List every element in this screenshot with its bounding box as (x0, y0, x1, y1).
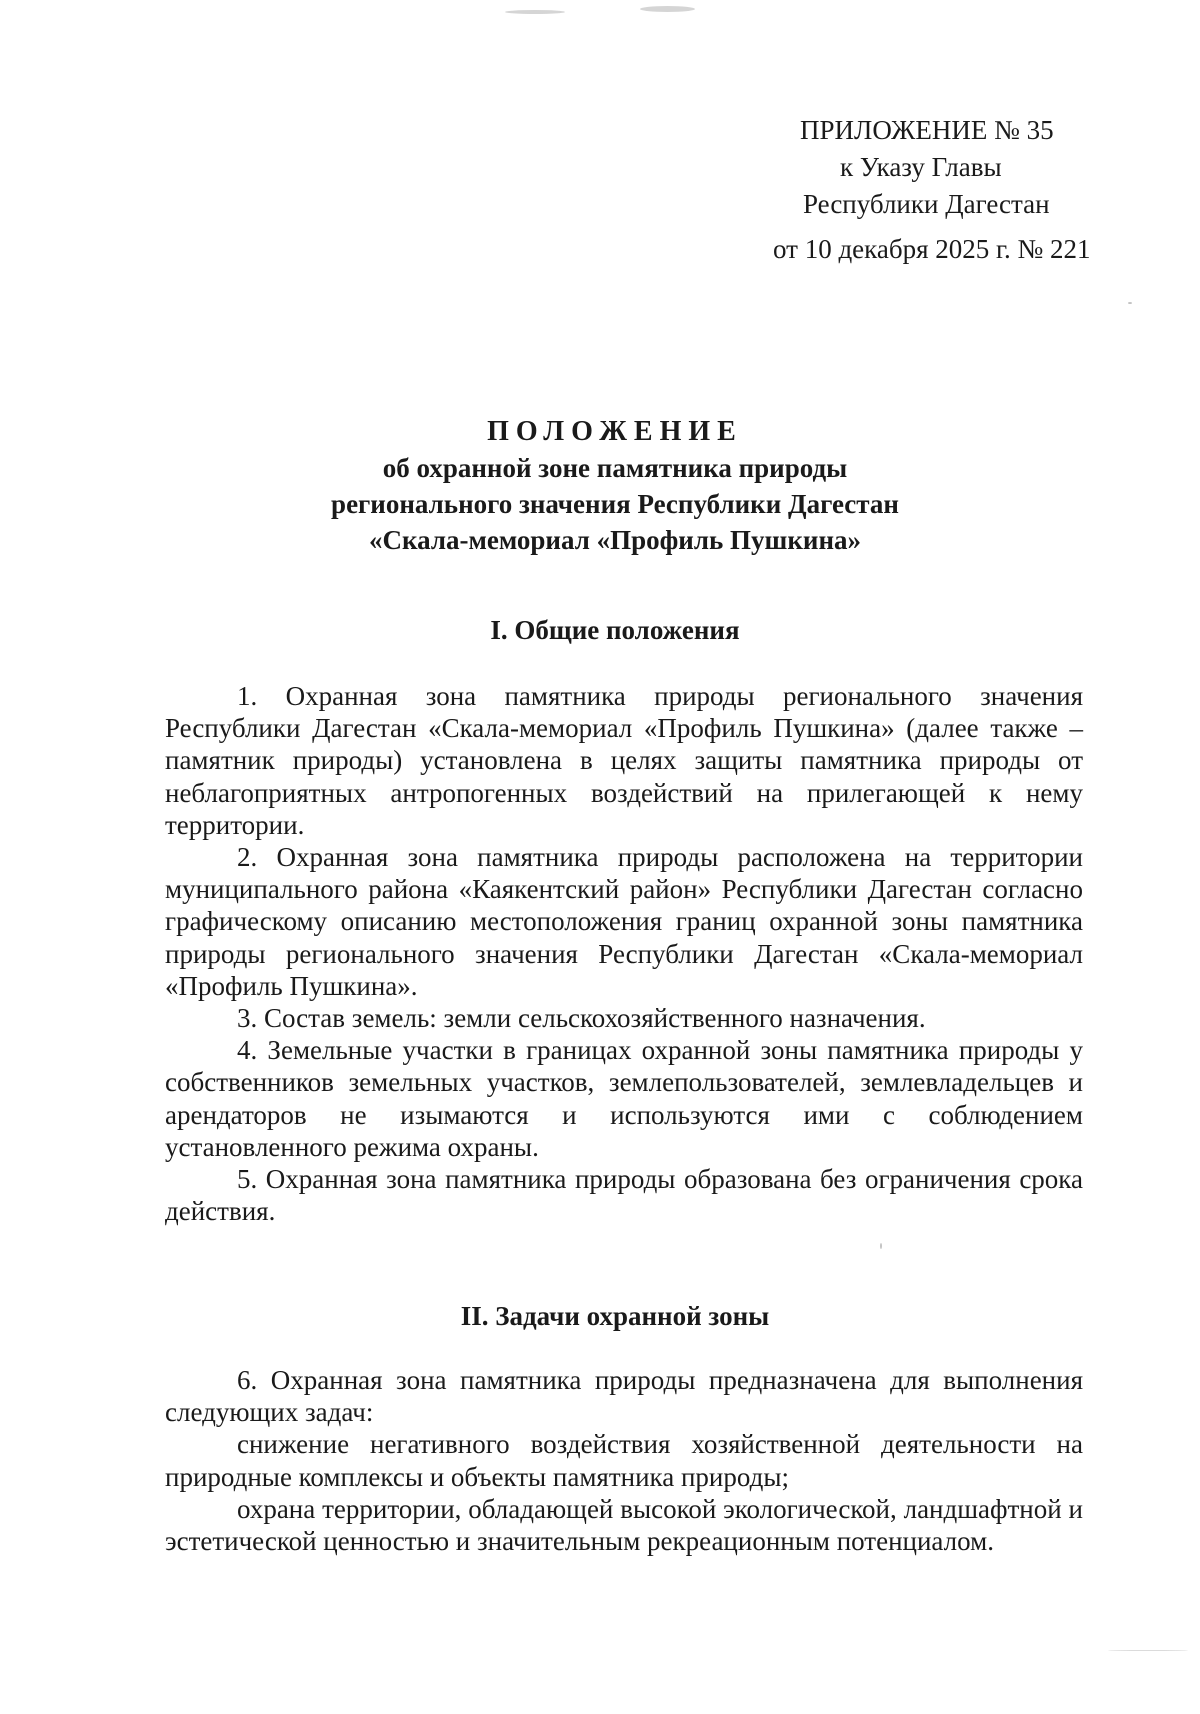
document-subtitle-line-1: об охранной зоне памятника природы (382, 453, 848, 483)
scan-speck (505, 10, 565, 14)
appendix-header (700, 112, 1120, 268)
appendix-date: от 10 декабря 2025 г. № 221 (773, 234, 1091, 264)
document-subtitle-line-3: «Скала-мемориал «Профиль Пушкина» (368, 525, 862, 555)
scan-speck (1128, 302, 1132, 304)
appendix-decree-ref: к Указу Главы (840, 152, 1002, 182)
document-title: ПОЛОЖЕНИЕ (487, 416, 743, 447)
paragraph: охрана территории, обладающей высокой экологической, ландшафтной и эстетической ценностью и значительным рекреационным потенциалом. (165, 1493, 1083, 1557)
scan-speck (1108, 1650, 1188, 1651)
paragraph: 4. Земельные участки в границах охранной зоны памятника природы у собственников земельных участков, землепользователей, землевладельцев и арендаторов не изымаются и используются ими с соблюдением установленного режима охраны. (165, 1035, 1083, 1162)
paragraph: снижение негативного воздействия хозяйственной деятельности на природные комплексы и объекты памятника природы; (165, 1429, 1083, 1492)
section-heading-tasks: II. Задачи охранной зоны (460, 1301, 770, 1331)
appendix-number: ПРИЛОЖЕНИЕ № 35 (800, 115, 1054, 145)
paragraph: 6. Охранная зона памятника природы предназначена для выполнения следующих задач: (165, 1365, 1083, 1428)
paragraph: 3. Состав земель: земли сельскохозяйственного назначения. (237, 1003, 926, 1034)
section-body-general (165, 680, 1083, 1227)
paragraph: 5. Охранная зона памятника природы образована без ограничения срока действия. (165, 1164, 1083, 1227)
document-title-block (165, 414, 1065, 558)
scan-speck (880, 1243, 882, 1249)
document-subtitle-line-2: регионального значения Республики Дагестан (331, 489, 899, 519)
scan-speck (640, 6, 695, 12)
appendix-republic: Республики Дагестан (803, 189, 1050, 219)
paragraph: 1. Охранная зона памятника природы регионального значения Республики Дагестан «Скала-мемориал «Профиль Пушкина» (далее также – памятник природы) установлена в целях защиты памятника природы от неблагоприятных антропогенных воздействий на прилегающей к нему территории. (165, 681, 1083, 840)
section-body-tasks (165, 1364, 1083, 1557)
section-heading-general: I. Общие положения (490, 615, 740, 645)
paragraph: 2. Охранная зона памятника природы расположена на территории муниципального района «Каякентский район» Республики Дагестан согласно графическому описанию местоположения границ охранной зоны памятника природы регионального значения Республики Дагестан «Скала-мемориал «Профиль Пушкина». (165, 842, 1083, 1001)
